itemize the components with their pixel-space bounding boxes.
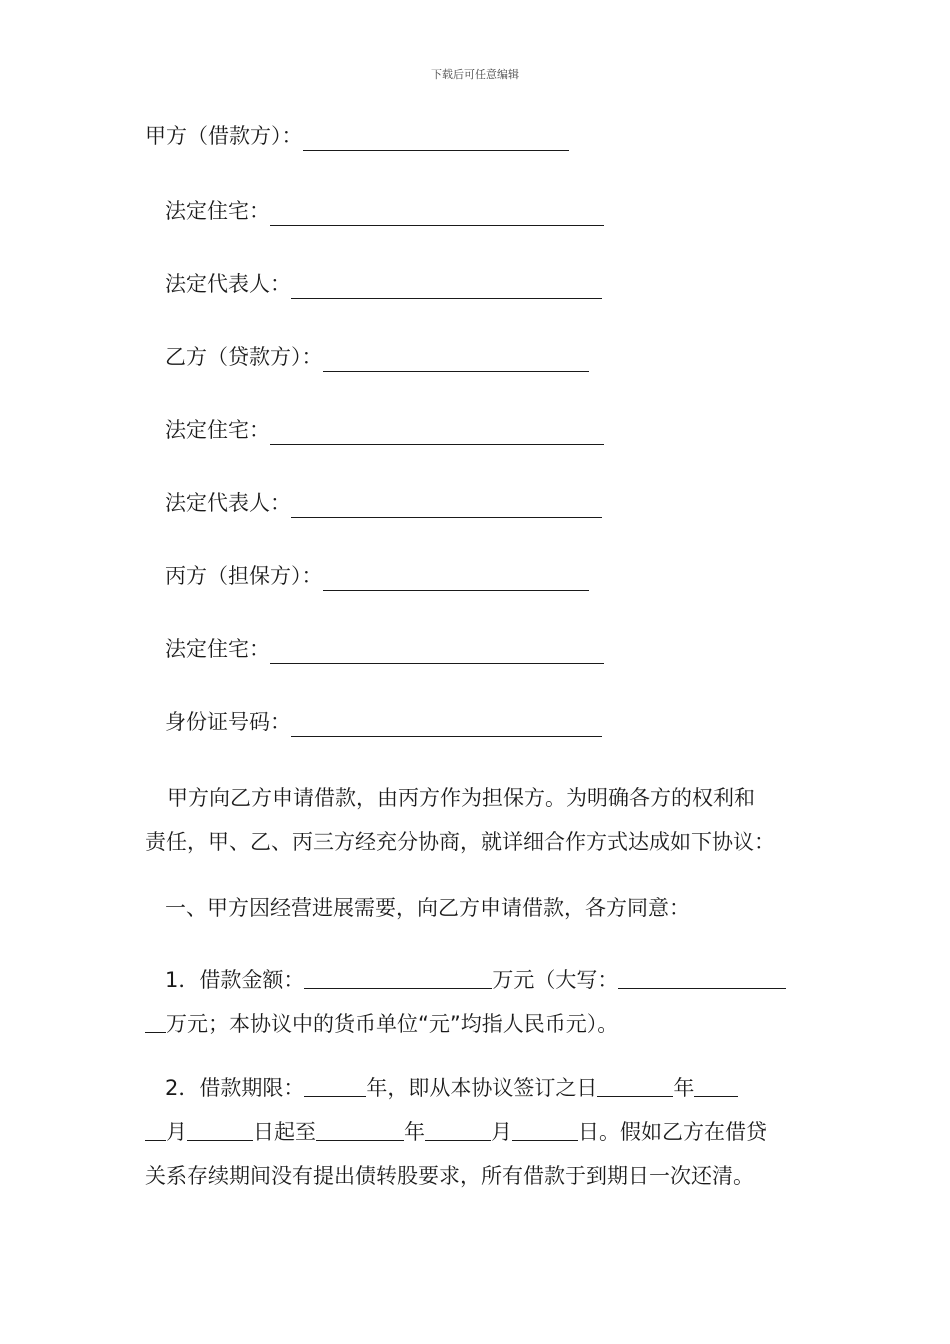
item-2-t6: 月 [491, 1120, 512, 1144]
fill-blank[interactable] [323, 341, 589, 372]
amount-capital-blank-cont[interactable] [145, 1002, 166, 1033]
end-year-blank[interactable] [316, 1110, 404, 1141]
field-label: 乙方（贷款方）： [165, 345, 323, 369]
intro-line-2: 责任，甲、乙、丙三方经充分协商，就详细合作方式达成如下协议： [145, 830, 775, 854]
field-label: 身份证号码： [165, 710, 291, 734]
fill-blank[interactable] [270, 195, 604, 226]
page-header: 下载后可任意编辑 [431, 68, 519, 81]
fill-blank[interactable] [270, 633, 604, 664]
intro-line-1: 甲方向乙方申请借款，由丙方作为担保方。为明确各方的权利和 [167, 786, 755, 810]
fill-blank[interactable] [270, 414, 604, 445]
field-label: 法定住宅： [165, 199, 270, 223]
field-label: 法定代表人： [165, 272, 291, 296]
end-month-blank[interactable] [425, 1110, 491, 1141]
start-month-blank-cont[interactable] [145, 1110, 166, 1141]
item-2-t2: 年 [673, 1076, 695, 1100]
end-day-blank[interactable] [512, 1110, 578, 1141]
item-2-t7: 日。假如乙方在借贷 [578, 1120, 767, 1144]
field-label: 法定住宅： [165, 418, 270, 442]
party-a-field [145, 120, 569, 152]
start-day-blank[interactable] [187, 1110, 253, 1141]
field-label: 法定代表人： [165, 491, 291, 515]
field-label: 法定住宅： [165, 637, 270, 661]
term-years-blank[interactable] [304, 1066, 366, 1097]
party-a-representative-field [165, 268, 602, 300]
party-b-field [165, 341, 589, 373]
start-year-blank[interactable] [597, 1066, 673, 1097]
item-2-t1: 年，即从本协议签订之日 [366, 1076, 598, 1100]
item-1-prefix: 1．借款金额： [165, 968, 305, 992]
party-b-representative-field [165, 487, 602, 519]
item-2-line-3: 关系存续期间没有提出债转股要求，所有借款于到期日一次还清。 [145, 1164, 754, 1188]
item-2-loan-term [145, 1066, 810, 1198]
item-1-loan-amount [145, 958, 810, 1046]
section-1-title [145, 886, 810, 930]
item-2-prefix: 2．借款期限： [165, 1076, 305, 1100]
amount-blank[interactable] [304, 958, 492, 989]
item-1-wan: 万元（大写： [492, 968, 619, 992]
field-label: 丙方（担保方）： [165, 564, 323, 588]
fill-blank[interactable] [303, 120, 569, 151]
party-c-address-field [165, 633, 604, 665]
party-b-address-field [165, 414, 604, 446]
field-label: 甲方（借款方）： [145, 124, 303, 148]
item-2-t5: 年 [404, 1120, 425, 1144]
fill-blank[interactable] [323, 560, 589, 591]
section-1-text: 一、甲方因经营进展需要，向乙方申请借款，各方同意： [165, 896, 690, 920]
party-a-address-field [165, 195, 604, 227]
intro-paragraph [145, 776, 810, 864]
item-2-t3: 月 [166, 1120, 187, 1144]
fill-blank[interactable] [291, 268, 602, 299]
party-c-field [165, 560, 589, 592]
party-c-id-field [165, 706, 602, 738]
fill-blank[interactable] [291, 706, 602, 737]
item-1-line-2: 万元；本协议中的货币单位“元”均指人民币元）。 [166, 1012, 619, 1036]
item-2-t4: 日起至 [253, 1120, 316, 1144]
fill-blank[interactable] [291, 487, 602, 518]
start-month-blank[interactable] [694, 1066, 738, 1097]
amount-capital-blank[interactable] [618, 958, 786, 989]
